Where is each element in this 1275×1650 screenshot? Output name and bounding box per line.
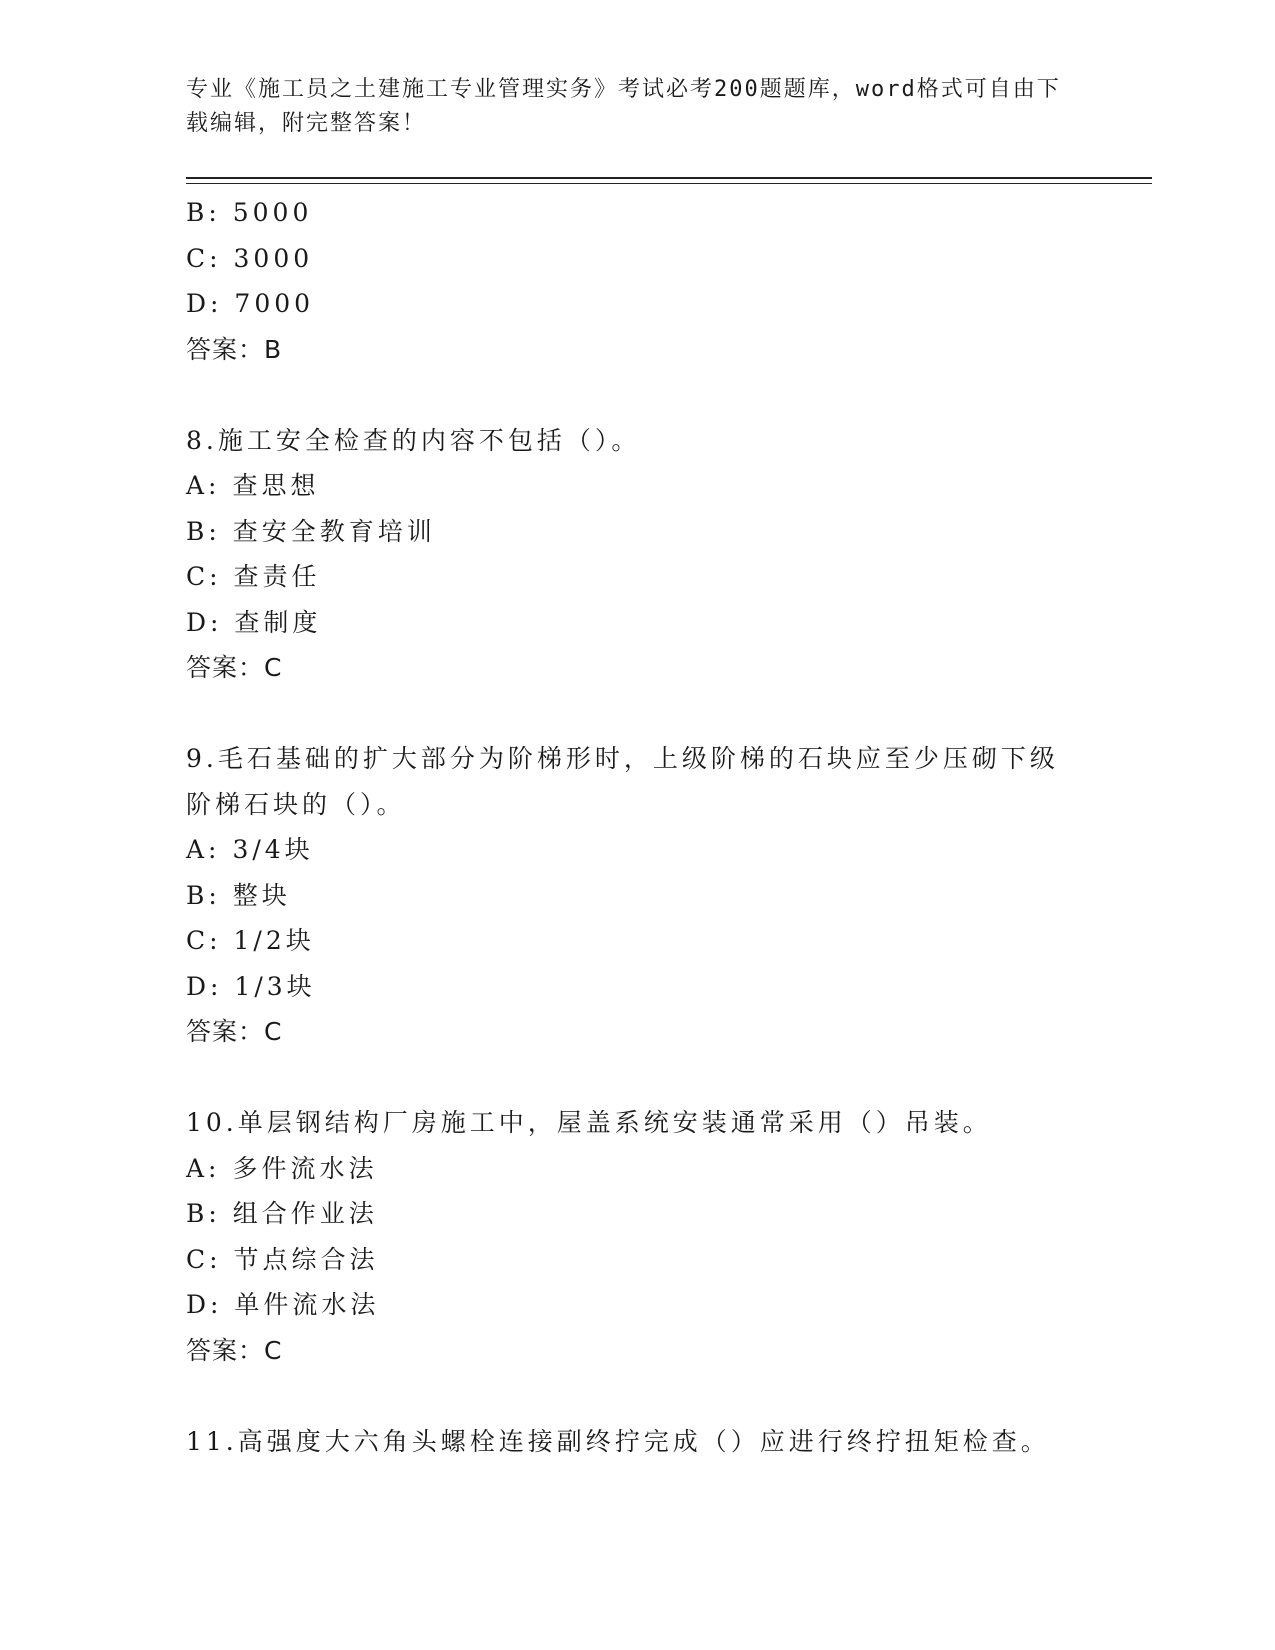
question-10 bbox=[186, 1100, 1086, 1373]
answer: 答案：C bbox=[186, 1017, 283, 1046]
answer: 答案：C bbox=[186, 653, 283, 682]
header-rule-thick bbox=[186, 177, 1152, 179]
option-b: B: 整块 bbox=[186, 880, 291, 910]
question-list bbox=[186, 190, 1086, 1464]
option-b: B: 查安全教育培训 bbox=[186, 516, 436, 546]
answer: 答案：C bbox=[186, 1335, 283, 1365]
option-b: B: 5000 bbox=[186, 198, 313, 227]
question-8 bbox=[186, 418, 1086, 691]
header-title: 专业《施工员之土建施工专业管理实务》考试必考200题题库，word格式可自由下载编辑，附完整答案！ bbox=[186, 77, 1061, 136]
option-a: A: 3/4块 bbox=[186, 835, 314, 864]
header-rule-thin bbox=[186, 183, 1152, 184]
option-c: C: 3000 bbox=[186, 243, 314, 273]
question-11 bbox=[186, 1419, 1086, 1465]
document-header bbox=[186, 73, 1066, 141]
option-a: A: 多件流水法 bbox=[186, 1153, 378, 1183]
question-text: 10.单层钢结构厂房施工中，屋盖系统安装通常采用（）吊装。 bbox=[186, 1108, 992, 1137]
option-a: A: 查思想 bbox=[186, 471, 320, 500]
option-d: D: 7000 bbox=[186, 289, 315, 318]
option-d: D: 1/3块 bbox=[186, 971, 316, 1001]
option-d: D: 单件流水法 bbox=[186, 1290, 380, 1319]
option-d: D: 查制度 bbox=[186, 607, 322, 637]
question-7-continued bbox=[186, 190, 1086, 372]
question-text: 11.高强度大六角头螺栓连接副终拧完成（）应进行终拧扭矩检查。 bbox=[186, 1426, 1050, 1456]
option-c: C: 1/2块 bbox=[186, 926, 315, 955]
answer: 答案：B bbox=[186, 334, 283, 364]
question-9 bbox=[186, 736, 1086, 1055]
option-c: C: 查责任 bbox=[186, 562, 321, 591]
question-text: 9.毛石基础的扩大部分为阶梯形时，上级阶梯的石块应至少压砌下级阶梯石块的（）。 bbox=[186, 744, 1059, 819]
question-text: 8.施工安全检查的内容不包括（）。 bbox=[186, 425, 641, 455]
option-b: B: 组合作业法 bbox=[186, 1199, 378, 1228]
option-c: C: 节点综合法 bbox=[186, 1244, 379, 1274]
